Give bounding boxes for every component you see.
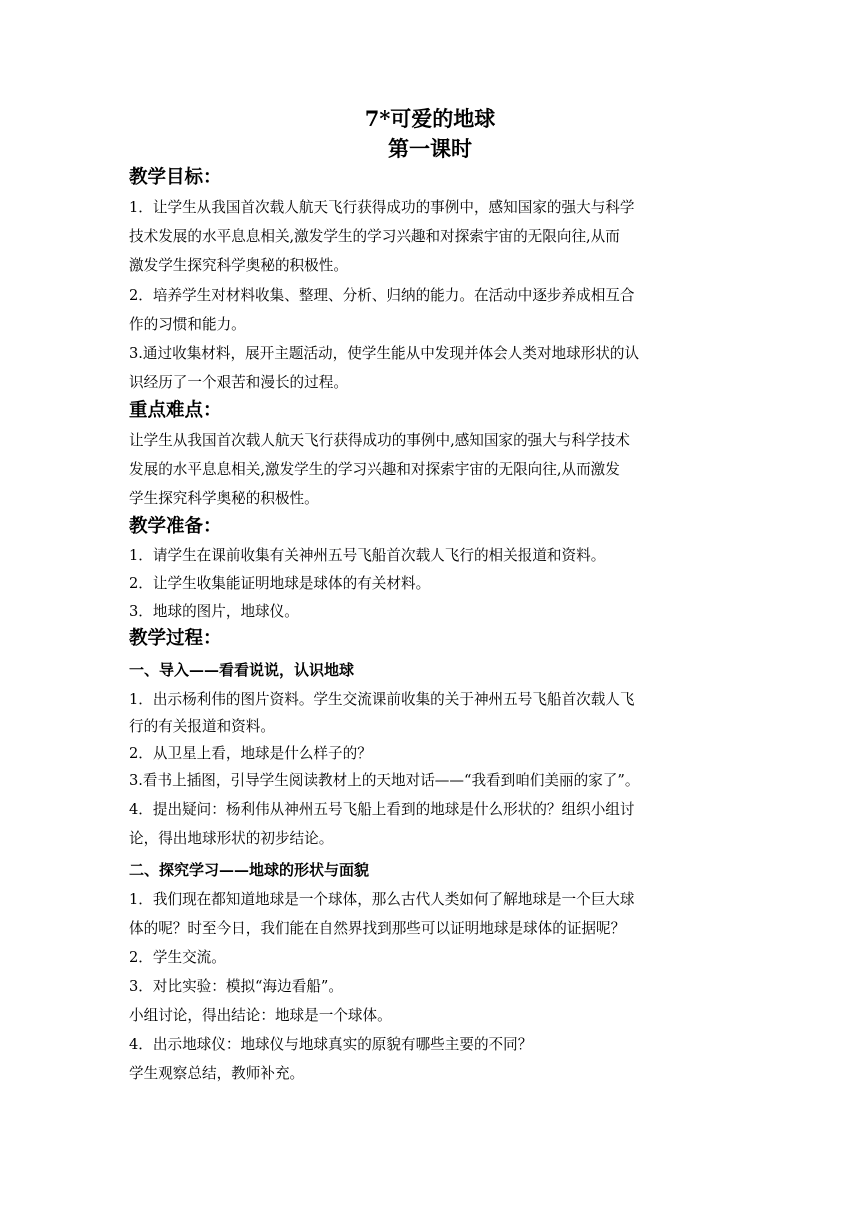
part2-line: 小组讨论，得出结论：地球是一个球体。 [129,1007,392,1024]
document-title: 7*可爱的地球 [364,106,496,131]
part1-line: 4．提出疑问：杨利伟从神州五号飞船上看到的地球是什么形状的？组织小组讨 [129,801,635,818]
part1-line: 论，得出地球形状的初步结论。 [129,830,334,847]
part2-line: 3．对比实验：模拟“海边看船”。 [129,978,343,995]
part2-line: 学生观察总结，教师补充。 [129,1065,305,1082]
objectives-line: 识经历了一个艰苦和漫长的过程。 [129,374,348,391]
part1-line: 3.看书上插图，引导学生阅读教材上的天地对话——“我看到咱们美丽的家了”。 [129,772,640,789]
part1-line: 2．从卫星上看，地球是什么样子的？ [129,745,372,762]
preparation-line: 3．地球的图片，地球仪。 [129,603,299,620]
part1-heading: 一、导入——看看说说，认识地球 [129,661,355,679]
process-heading: 教学过程： [129,628,222,649]
document-subtitle: 第一课时 [388,136,472,161]
preparation-heading: 教学准备： [129,516,222,537]
objectives-line: 1．让学生从我国首次载人航天飞行获得成功的事例中，感知国家的强大与科学 [129,199,635,216]
key-points-line: 学生探究科学奥秘的积极性。 [129,490,319,507]
part2-line: 1．我们现在都知道地球是一个球体，那么古代人类如何了解地球是一个巨大球 [129,891,635,908]
key-points-line: 让学生从我国首次载人航天飞行获得成功的事例中,感知国家的强大与科学技术 [129,432,630,449]
part2-heading: 二、探究学习——地球的形状与面貌 [129,861,370,879]
objectives-line: 2．培养学生对材料收集、整理、分析、归纳的能力。在活动中逐步养成相互合 [129,287,635,304]
preparation-line: 2．让学生收集能证明地球是球体的有关材料。 [129,575,431,592]
objectives-line: 激发学生探究科学奥秘的积极性。 [129,257,348,274]
objectives-line: 3.通过收集材料，展开主题活动，使学生能从中发现并体会人类对地球形状的认 [129,345,640,362]
part2-line: 体的呢？时至今日，我们能在自然界找到那些可以证明地球是球体的证据呢？ [129,920,626,937]
part2-line: 4．出示地球仪：地球仪与地球真实的原貌有哪些主要的不同？ [129,1036,533,1053]
part1-line: 行的有关报道和资料。 [129,718,275,735]
part2-line: 2．学生交流。 [129,949,226,966]
part1-line: 1．出示杨利伟的图片资料。学生交流课前收集的关于神州五号飞船首次载人飞 [129,691,635,708]
key-points-line: 发展的水平息息相关,激发学生的学习兴趣和对探索宇宙的无限向往,从而激发 [129,461,620,478]
objectives-line: 技术发展的水平息息相关,激发学生的学习兴趣和对探索宇宙的无限向往,从而 [129,228,620,245]
objectives-heading: 教学目标： [129,167,222,188]
objectives-line: 作的习惯和能力。 [129,316,246,333]
key-points-heading: 重点难点： [129,400,222,421]
preparation-line: 1．请学生在课前收集有关神州五号飞船首次载人飞行的相关报道和资料。 [129,547,606,564]
